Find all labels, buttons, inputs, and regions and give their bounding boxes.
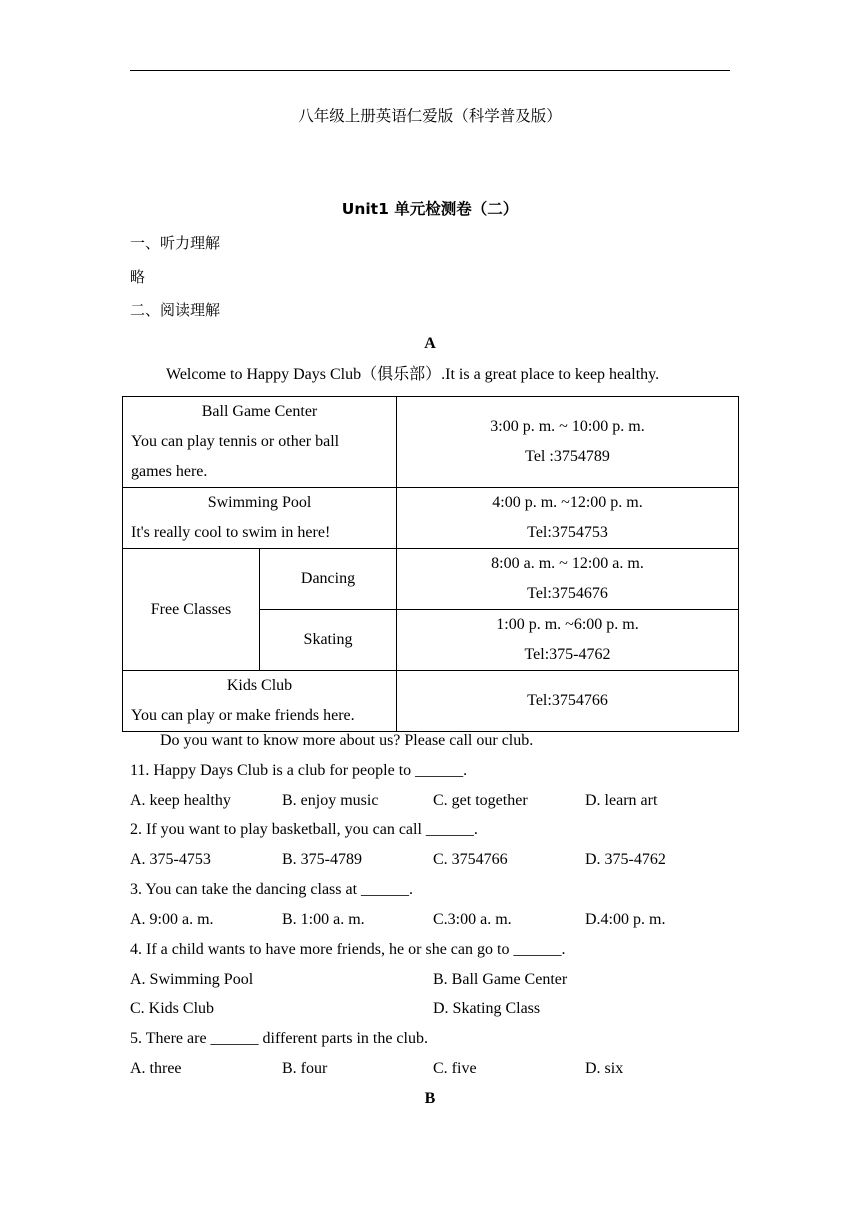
question-option: D.4:00 p. m. bbox=[585, 911, 666, 928]
pool-time: 4:00 p. m. ~12:00 p. m. bbox=[492, 494, 643, 511]
question-option: C. 3754766 bbox=[433, 851, 508, 868]
free-classes-name: Free Classes bbox=[150, 600, 232, 618]
question-option: A. 9:00 a. m. bbox=[130, 911, 214, 928]
dancing-cell bbox=[260, 549, 397, 610]
ball-cell bbox=[123, 397, 397, 488]
question-option: C. get together bbox=[433, 792, 528, 809]
question-option: B. enjoy music bbox=[282, 792, 379, 809]
question-option: D. 375-4762 bbox=[585, 851, 666, 868]
pool-info-cell bbox=[397, 488, 739, 549]
kids-cell bbox=[123, 671, 397, 732]
question-option: B. four bbox=[282, 1060, 328, 1077]
question-option: D. six bbox=[585, 1060, 624, 1077]
table-row-pool bbox=[123, 488, 739, 549]
question-stem: 3. You can take the dancing class at ______. bbox=[130, 881, 414, 898]
unit-title bbox=[0, 199, 860, 219]
ball-desc-line1: You can play tennis or other ball bbox=[131, 433, 340, 450]
header-rule bbox=[130, 70, 730, 71]
dancing-time: 8:00 a. m. ~ 12:00 a. m. bbox=[491, 555, 644, 572]
passage-a-outro: Do you want to know more about us? Please call our club. bbox=[160, 732, 534, 749]
kids-info-cell bbox=[397, 671, 739, 732]
dancing-name: Dancing bbox=[300, 570, 356, 587]
question-option: A. keep healthy bbox=[130, 792, 231, 809]
section-listening: 一、听力理解 bbox=[130, 234, 221, 252]
ball-info-cell bbox=[397, 397, 739, 488]
pool-cell bbox=[123, 488, 397, 549]
skating-cell bbox=[260, 610, 397, 671]
kids-name: Kids Club bbox=[226, 677, 293, 694]
ball-tel: Tel :3754789 bbox=[525, 448, 610, 465]
question-option: D. Skating Class bbox=[433, 1000, 541, 1017]
question-stem: 4. If a child wants to have more friends, he or she can go to ______. bbox=[130, 941, 566, 958]
passage-a-label: A bbox=[424, 335, 436, 352]
table-row-dancing bbox=[123, 549, 739, 610]
skating-tel: Tel:375-4762 bbox=[524, 646, 611, 663]
skating-time: 1:00 p. m. ~6:00 p. m. bbox=[496, 616, 639, 633]
pool-name: Swimming Pool bbox=[207, 494, 312, 511]
kids-tel: Tel:3754766 bbox=[527, 692, 608, 709]
unit-title-text: Unit1 单元检测卷（二） bbox=[341, 200, 519, 218]
free-classes-cell bbox=[123, 549, 260, 671]
listening-note: 略 bbox=[130, 268, 146, 286]
passage-a-intro: Welcome to Happy Days Club（俱乐部）.It is a great place to keep healthy. bbox=[166, 366, 660, 383]
skating-name: Skating bbox=[303, 631, 353, 648]
skating-info-cell bbox=[397, 610, 739, 671]
question-option: B. 375-4789 bbox=[282, 851, 362, 868]
pool-tel: Tel:3754753 bbox=[527, 524, 608, 541]
section-reading: 二、阅读理解 bbox=[130, 301, 221, 319]
question-option: C. Kids Club bbox=[130, 1000, 215, 1017]
kids-desc: You can play or make friends here. bbox=[131, 707, 355, 724]
question-option: A. 375-4753 bbox=[130, 851, 211, 868]
table-row-kids bbox=[123, 671, 739, 732]
question-option: A. three bbox=[130, 1060, 182, 1077]
question-option: B. 1:00 a. m. bbox=[282, 911, 365, 928]
table-row-ball bbox=[123, 397, 739, 488]
question-option: A. Swimming Pool bbox=[130, 971, 254, 988]
question-option: D. learn art bbox=[585, 792, 658, 809]
question-option: B. Ball Game Center bbox=[433, 971, 568, 988]
question-stem: 5. There are ______ different parts in the club. bbox=[130, 1030, 428, 1047]
question-stem: 11. Happy Days Club is a club for people to ______. bbox=[130, 762, 468, 779]
document-title: 八年级上册英语仁爱版（科学普及版） bbox=[298, 107, 562, 125]
dancing-info-cell bbox=[397, 549, 739, 610]
club-table bbox=[122, 396, 739, 732]
ball-name: Ball Game Center bbox=[201, 403, 318, 420]
question-option: C.3:00 a. m. bbox=[433, 911, 512, 928]
question-stem: 2. If you want to play basketball, you can call ______. bbox=[130, 821, 478, 838]
dancing-tel: Tel:3754676 bbox=[527, 585, 608, 602]
ball-desc-line2: games here. bbox=[131, 463, 208, 480]
pool-desc: It's really cool to swim in here! bbox=[131, 524, 331, 541]
question-option: C. five bbox=[433, 1060, 477, 1077]
ball-time: 3:00 p. m. ~ 10:00 p. m. bbox=[490, 418, 645, 435]
passage-b-label: B bbox=[424, 1090, 436, 1107]
